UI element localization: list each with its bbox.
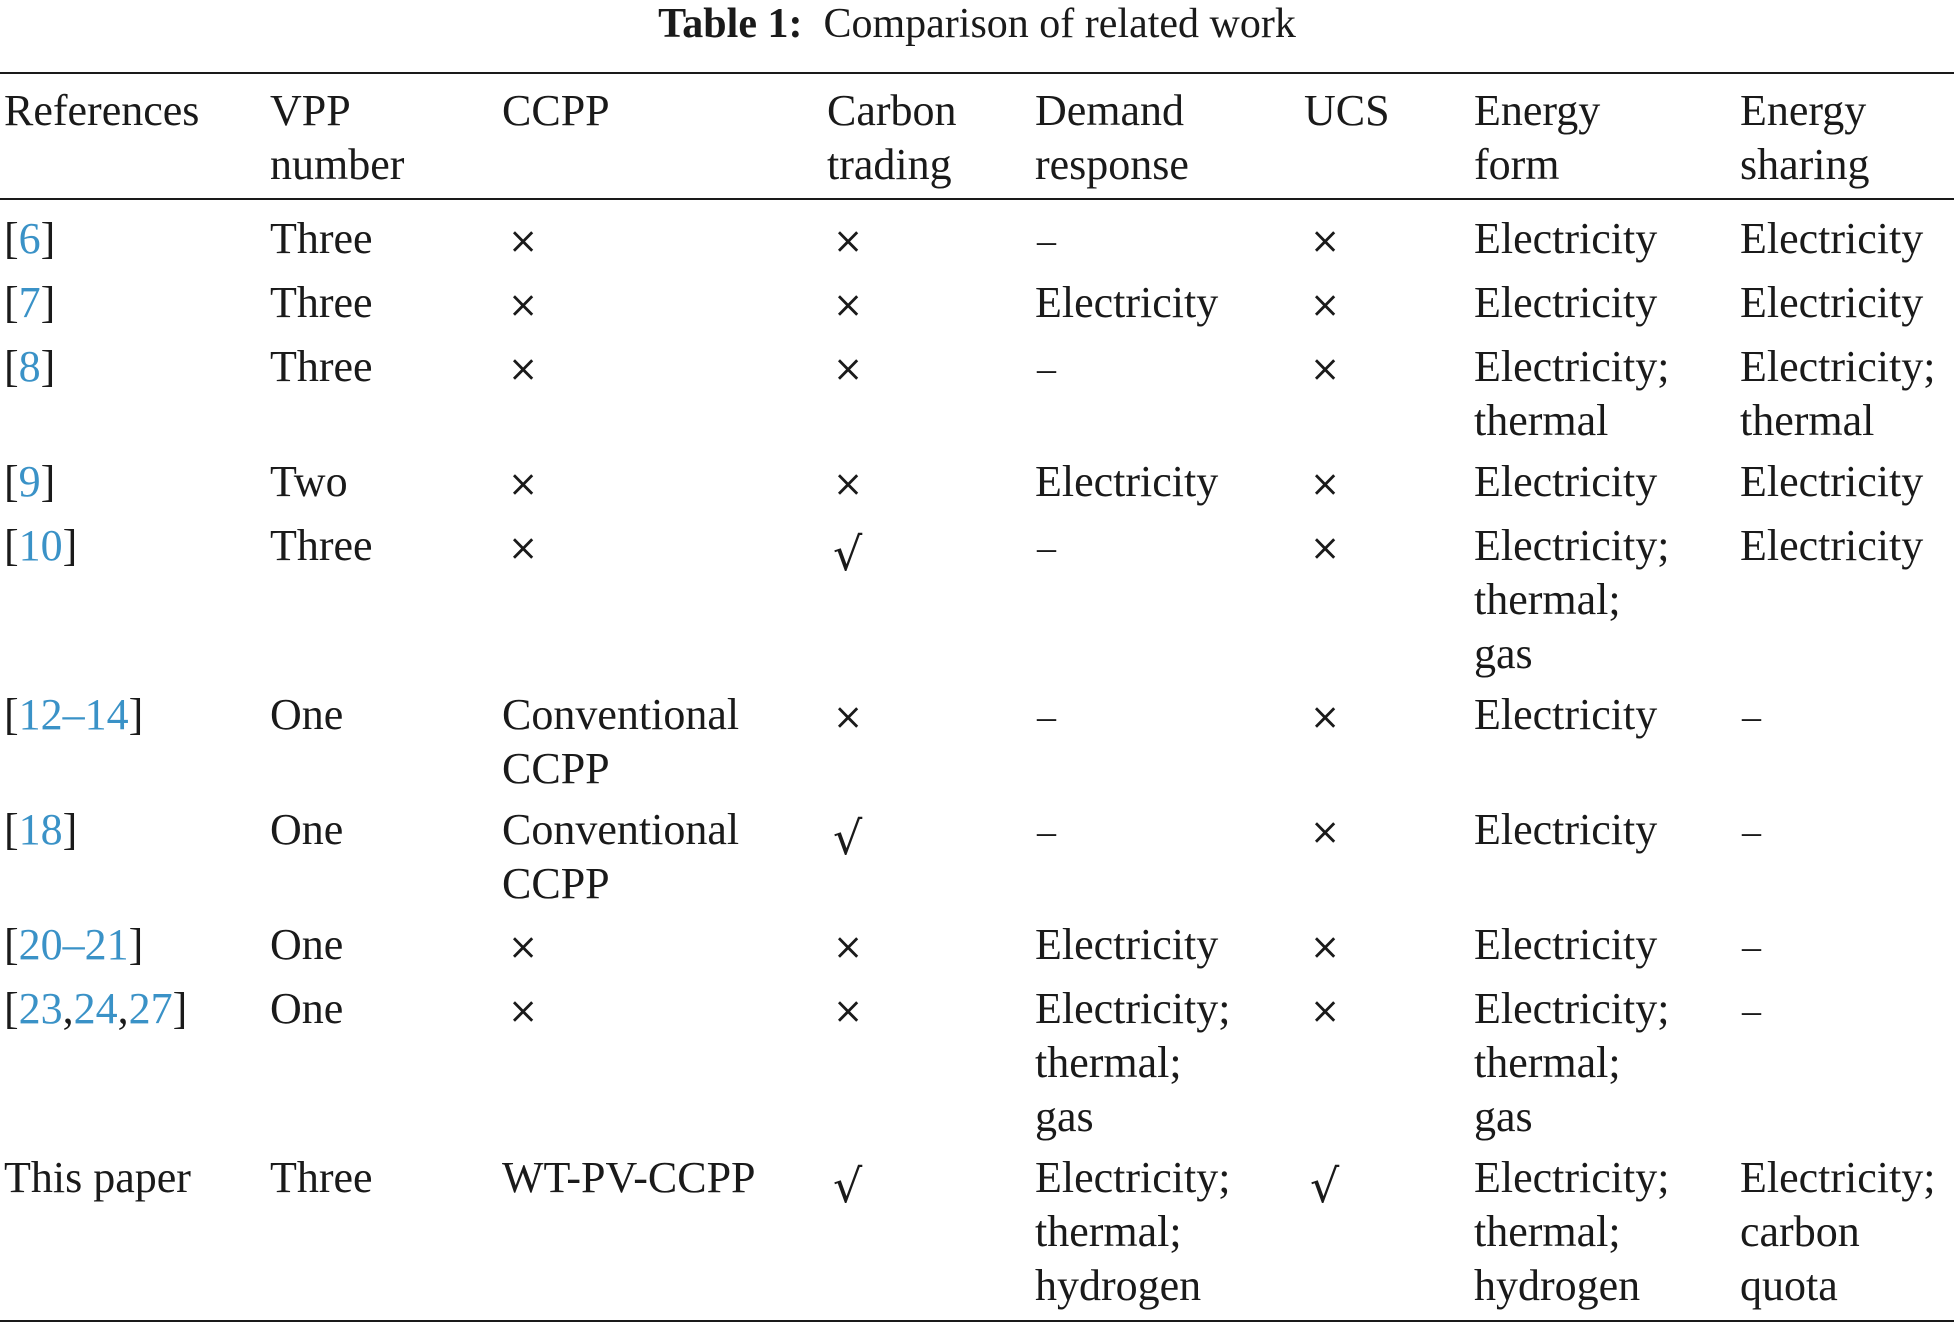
citation-text: ]: [40, 342, 56, 391]
cell-text: Electricity; thermal; hydrogen: [1035, 1153, 1231, 1310]
cell-text: Electricity: [1740, 457, 1924, 506]
cell-text: One: [270, 984, 344, 1033]
cell-text: Electricity: [1474, 920, 1658, 969]
energy-sharing-cell: [1736, 276, 1954, 340]
energy-sharing-cell: [1736, 340, 1954, 455]
citation-text: [: [4, 984, 19, 1033]
demand-response-cell: [1031, 982, 1300, 1151]
carbon-trading-cell: [823, 803, 1031, 918]
cross-mark-icon: ×: [1310, 991, 1341, 1032]
cell-text: Electricity; thermal: [1474, 342, 1670, 445]
ccpp-cell: [498, 688, 823, 803]
ucs-cell: [1300, 1151, 1470, 1321]
cross-mark-icon: ×: [833, 697, 864, 738]
cross-mark-icon: ×: [1310, 927, 1341, 968]
check-mark-icon: √: [833, 527, 863, 581]
energy-form-cell: [1470, 1151, 1736, 1321]
citation-text: [: [4, 214, 19, 263]
citation-text: ,: [117, 984, 129, 1033]
dash-mark: –: [1037, 348, 1056, 390]
cell-text: Electricity: [1474, 805, 1658, 854]
ccpp-cell: [498, 276, 823, 340]
citation-text: [: [4, 920, 19, 969]
demand-response-cell: [1031, 199, 1300, 276]
citation-link[interactable]: 21: [84, 920, 129, 969]
dash-mark: –: [1037, 220, 1056, 262]
ccpp-cell: [498, 803, 823, 918]
citation-link[interactable]: 20: [18, 920, 63, 969]
table-row: [0, 340, 1954, 455]
demand-response-cell: [1031, 519, 1300, 688]
citation-link[interactable]: 9: [18, 457, 41, 506]
table-caption: [0, 0, 1954, 50]
citation-link[interactable]: 10: [18, 521, 63, 570]
table-row: [0, 455, 1954, 519]
citation-link[interactable]: –: [62, 920, 85, 969]
reference-cell: [0, 276, 266, 340]
cell-text: Three: [270, 342, 373, 391]
carbon-trading-cell: [823, 982, 1031, 1151]
ucs-cell: [1300, 340, 1470, 455]
citation-link[interactable]: –: [62, 690, 85, 739]
ccpp-cell: [498, 519, 823, 688]
cell-text: Electricity: [1474, 690, 1658, 739]
cross-mark-icon: ×: [508, 221, 539, 262]
demand-response-cell: [1031, 455, 1300, 519]
cell-text: Electricity: [1035, 920, 1219, 969]
citation-text: [: [4, 521, 19, 570]
citation-link[interactable]: 6: [18, 214, 41, 263]
energy-sharing-cell: [1736, 455, 1954, 519]
cross-mark-icon: ×: [1310, 221, 1341, 262]
citation-text: This paper: [4, 1153, 191, 1202]
cell-text: Three: [270, 278, 373, 327]
energy-sharing-cell: [1736, 918, 1954, 982]
header-ccpp: CCPP: [502, 86, 610, 135]
dash-mark: –: [1742, 990, 1761, 1032]
carbon-trading-cell: [823, 276, 1031, 340]
energy-form-cell: [1470, 276, 1736, 340]
reference-cell: [0, 199, 266, 276]
cell-text: WT-PV-CCPP: [502, 1153, 756, 1202]
reference-cell: [0, 688, 266, 803]
citation-text: ]: [172, 984, 188, 1033]
reference-cell: [0, 340, 266, 455]
energy-sharing-cell: [1736, 803, 1954, 918]
cross-mark-icon: ×: [508, 285, 539, 326]
citation-text: [: [4, 805, 19, 854]
cell-text: One: [270, 920, 344, 969]
vpp-number-cell: [266, 199, 498, 276]
carbon-trading-cell: [823, 918, 1031, 982]
vpp-number-cell: [266, 519, 498, 688]
table-row: [0, 803, 1954, 918]
cell-text: Electricity: [1474, 457, 1658, 506]
energy-sharing-cell: [1736, 199, 1954, 276]
ucs-cell: [1300, 276, 1470, 340]
citation-text: ]: [128, 920, 144, 969]
table-row: [0, 918, 1954, 982]
dash-mark: –: [1742, 811, 1761, 853]
cell-text: Conventional CCPP: [502, 690, 740, 793]
cell-text: Electricity; thermal; hydrogen: [1474, 1153, 1670, 1310]
carbon-trading-cell: [823, 688, 1031, 803]
reference-cell: [0, 519, 266, 688]
energy-form-cell: [1470, 199, 1736, 276]
demand-response-cell: [1031, 276, 1300, 340]
cross-mark-icon: ×: [508, 991, 539, 1032]
energy-form-cell: [1470, 340, 1736, 455]
cell-text: One: [270, 805, 344, 854]
vpp-number-cell: [266, 1151, 498, 1321]
energy-form-cell: [1470, 982, 1736, 1151]
energy-form-cell: [1470, 519, 1736, 688]
cell-text: Electricity: [1740, 521, 1924, 570]
dash-mark: –: [1037, 527, 1056, 569]
citation-link[interactable]: 12: [18, 690, 63, 739]
cell-text: Electricity; thermal: [1740, 342, 1936, 445]
carbon-trading-cell: [823, 455, 1031, 519]
citation-link[interactable]: 23: [18, 984, 63, 1033]
header-vpp-number: VPP number: [270, 86, 405, 189]
cross-mark-icon: ×: [833, 464, 864, 505]
header-references: References: [4, 86, 200, 135]
cell-text: One: [270, 690, 344, 739]
cross-mark-icon: ×: [833, 285, 864, 326]
citation-text: ]: [40, 214, 56, 263]
cross-mark-icon: ×: [1310, 464, 1341, 505]
dash-mark: –: [1742, 696, 1761, 738]
table-body: [0, 199, 1954, 1321]
citation-text: [: [4, 690, 19, 739]
vpp-number-cell: [266, 276, 498, 340]
cell-text: Two: [270, 457, 348, 506]
cell-text: Electricity: [1474, 214, 1658, 263]
cross-mark-icon: ×: [833, 349, 864, 390]
citation-text: [: [4, 457, 19, 506]
demand-response-cell: [1031, 340, 1300, 455]
cross-mark-icon: ×: [833, 991, 864, 1032]
cell-text: Three: [270, 214, 373, 263]
ucs-cell: [1300, 803, 1470, 918]
table-row: [0, 688, 1954, 803]
dash-mark: –: [1742, 926, 1761, 968]
header-energy-sharing: Energy sharing: [1740, 86, 1870, 189]
energy-form-cell: [1470, 455, 1736, 519]
citation-text: ]: [62, 805, 78, 854]
demand-response-cell: [1031, 688, 1300, 803]
vpp-number-cell: [266, 688, 498, 803]
table-caption-label: Table 1:: [658, 1, 803, 47]
citation-text: [: [4, 278, 19, 327]
energy-form-cell: [1470, 688, 1736, 803]
table-row: [0, 276, 1954, 340]
carbon-trading-cell: [823, 1151, 1031, 1321]
ucs-cell: [1300, 918, 1470, 982]
citation-link[interactable]: 8: [18, 342, 41, 391]
cell-text: Electricity: [1474, 278, 1658, 327]
energy-sharing-cell: [1736, 688, 1954, 803]
energy-sharing-cell: [1736, 519, 1954, 688]
cross-mark-icon: ×: [508, 464, 539, 505]
table-row: [0, 1151, 1954, 1321]
energy-sharing-cell: [1736, 1151, 1954, 1321]
demand-response-cell: [1031, 803, 1300, 918]
reference-cell: [0, 803, 266, 918]
cross-mark-icon: ×: [1310, 528, 1341, 569]
cell-text: Electricity: [1035, 278, 1219, 327]
ccpp-cell: [498, 340, 823, 455]
comparison-table-wrapper: [0, 72, 1954, 1322]
energy-form-cell: [1470, 803, 1736, 918]
table-caption-title: Comparison of related work: [823, 1, 1296, 47]
ccpp-cell: [498, 918, 823, 982]
carbon-trading-cell: [823, 199, 1031, 276]
vpp-number-cell: [266, 918, 498, 982]
table-row: [0, 519, 1954, 688]
table-header: [0, 73, 1954, 199]
citation-link[interactable]: 7: [18, 278, 41, 327]
cell-text: Electricity; carbon quota: [1740, 1153, 1936, 1310]
cell-text: Three: [270, 1153, 373, 1202]
header-energy-form: Energy form: [1474, 86, 1601, 189]
cell-text: Conventional CCPP: [502, 805, 740, 908]
cross-mark-icon: ×: [508, 349, 539, 390]
citation-text: ,: [62, 984, 74, 1033]
citation-link[interactable]: 14: [84, 690, 129, 739]
reference-cell: [0, 1151, 266, 1321]
check-mark-icon: √: [833, 1159, 863, 1213]
ccpp-cell: [498, 199, 823, 276]
cell-text: Electricity: [1740, 278, 1924, 327]
cross-mark-icon: ×: [508, 528, 539, 569]
check-mark-icon: √: [833, 811, 863, 865]
cross-mark-icon: ×: [1310, 697, 1341, 738]
reference-cell: [0, 918, 266, 982]
check-mark-icon: √: [1310, 1159, 1340, 1213]
energy-sharing-cell: [1736, 982, 1954, 1151]
citation-link[interactable]: 24: [73, 984, 118, 1033]
reference-cell: [0, 982, 266, 1151]
citation-text: ]: [62, 521, 78, 570]
carbon-trading-cell: [823, 340, 1031, 455]
ccpp-cell: [498, 455, 823, 519]
cell-text: Three: [270, 521, 373, 570]
cross-mark-icon: ×: [508, 927, 539, 968]
header-demand-response: Demand response: [1035, 86, 1189, 189]
header-row: [0, 73, 1954, 199]
comparison-table: [0, 72, 1954, 1322]
table-row: [0, 199, 1954, 276]
ccpp-cell: [498, 1151, 823, 1321]
cross-mark-icon: ×: [1310, 349, 1341, 390]
energy-form-cell: [1470, 918, 1736, 982]
vpp-number-cell: [266, 982, 498, 1151]
vpp-number-cell: [266, 340, 498, 455]
vpp-number-cell: [266, 455, 498, 519]
cross-mark-icon: ×: [833, 221, 864, 262]
header-carbon-trading: Carbon trading: [827, 86, 957, 189]
cell-text: Electricity: [1740, 214, 1924, 263]
cell-text: Electricity: [1035, 457, 1219, 506]
citation-text: ]: [128, 690, 144, 739]
cross-mark-icon: ×: [833, 927, 864, 968]
citation-text: [: [4, 342, 19, 391]
ucs-cell: [1300, 455, 1470, 519]
carbon-trading-cell: [823, 519, 1031, 688]
cross-mark-icon: ×: [1310, 285, 1341, 326]
cell-text: Electricity; thermal; gas: [1035, 984, 1231, 1141]
dash-mark: –: [1037, 811, 1056, 853]
citation-text: ]: [40, 457, 56, 506]
vpp-number-cell: [266, 803, 498, 918]
ucs-cell: [1300, 519, 1470, 688]
ucs-cell: [1300, 982, 1470, 1151]
ucs-cell: [1300, 199, 1470, 276]
ccpp-cell: [498, 982, 823, 1151]
table-row: [0, 982, 1954, 1151]
cross-mark-icon: ×: [1310, 812, 1341, 853]
header-ucs: UCS: [1304, 86, 1390, 135]
citation-text: ]: [40, 278, 56, 327]
ucs-cell: [1300, 688, 1470, 803]
dash-mark: –: [1037, 696, 1056, 738]
reference-cell: [0, 455, 266, 519]
citation-link[interactable]: 18: [18, 805, 63, 854]
demand-response-cell: [1031, 918, 1300, 982]
demand-response-cell: [1031, 1151, 1300, 1321]
cell-text: Electricity; thermal; gas: [1474, 984, 1670, 1141]
cell-text: Electricity; thermal; gas: [1474, 521, 1670, 678]
citation-link[interactable]: 27: [128, 984, 173, 1033]
